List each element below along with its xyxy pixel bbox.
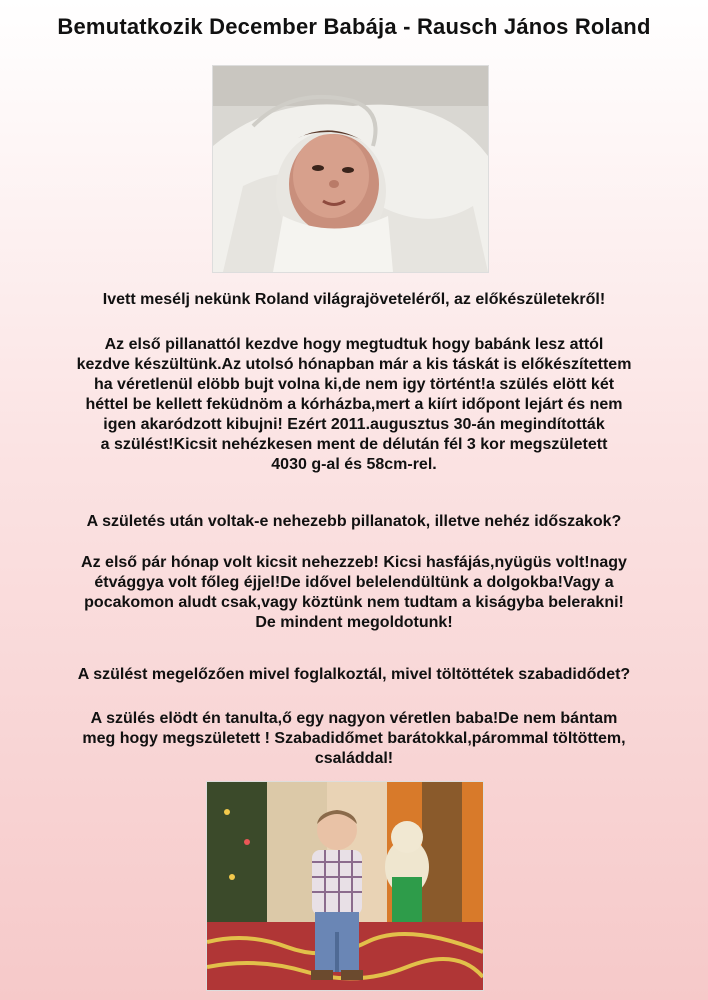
interview-answer-1: Az első pillanattól kezdve hogy megtudtuk hogy babánk lesz attól kezdve készültünk.Az utolsó hónapban már a kis táskát is előkészítettem ha véretlenül elöbb bujt volna ki,de nem igy történt!a szülés elött két héttel be kellett feküdnöm a kórházba,mert a kiírt időpont lejárt és nem igen akaródzott kibujni! Ezért 2011.augusztus 30-án megindították a szülést!Kicsit nehézkesen ment de délután fél 3 kor megszületett 4030 g-al és 58cm-rel. — [76, 336, 632, 473]
newborn-baby-photo — [212, 65, 489, 273]
interview-answer-2: Az első pár hónap volt kicsit nehezzeb! Kicsi hasfájás,nyügüs volt!nagy étvággya volt főleg éjjel!De idővel belelendültünk a dolgokba!Vagy a pocakomon aludt csak,vagy köztünk nem tudtam a kiságyba belerakni! De mindent megoldotunk! — [81, 554, 627, 631]
toddler-standing-photo — [206, 781, 484, 991]
interview-answer-3: A szülés elödt én tanulta,ő egy nagyon véretlen baba!De nem bántam meg hogy megszületett ! Szabadidőmet barátokkal,párommal töltöttem, családdal! — [82, 710, 626, 767]
interview-question-3: A szülést megelőzően mivel foglalkoztál, mivel töltöttétek szabadidődet? — [77, 666, 631, 683]
page-title: Bemutatkozik December Babája - Rausch János Roland — [57, 14, 651, 39]
interview-question-1: Ivett mesélj nekünk Roland világrajöveteléről, az előkészületekről! — [102, 291, 606, 308]
interview-question-2: A születés után voltak-e nehezebb pillanatok, illetve nehéz időszakok? — [86, 513, 622, 530]
